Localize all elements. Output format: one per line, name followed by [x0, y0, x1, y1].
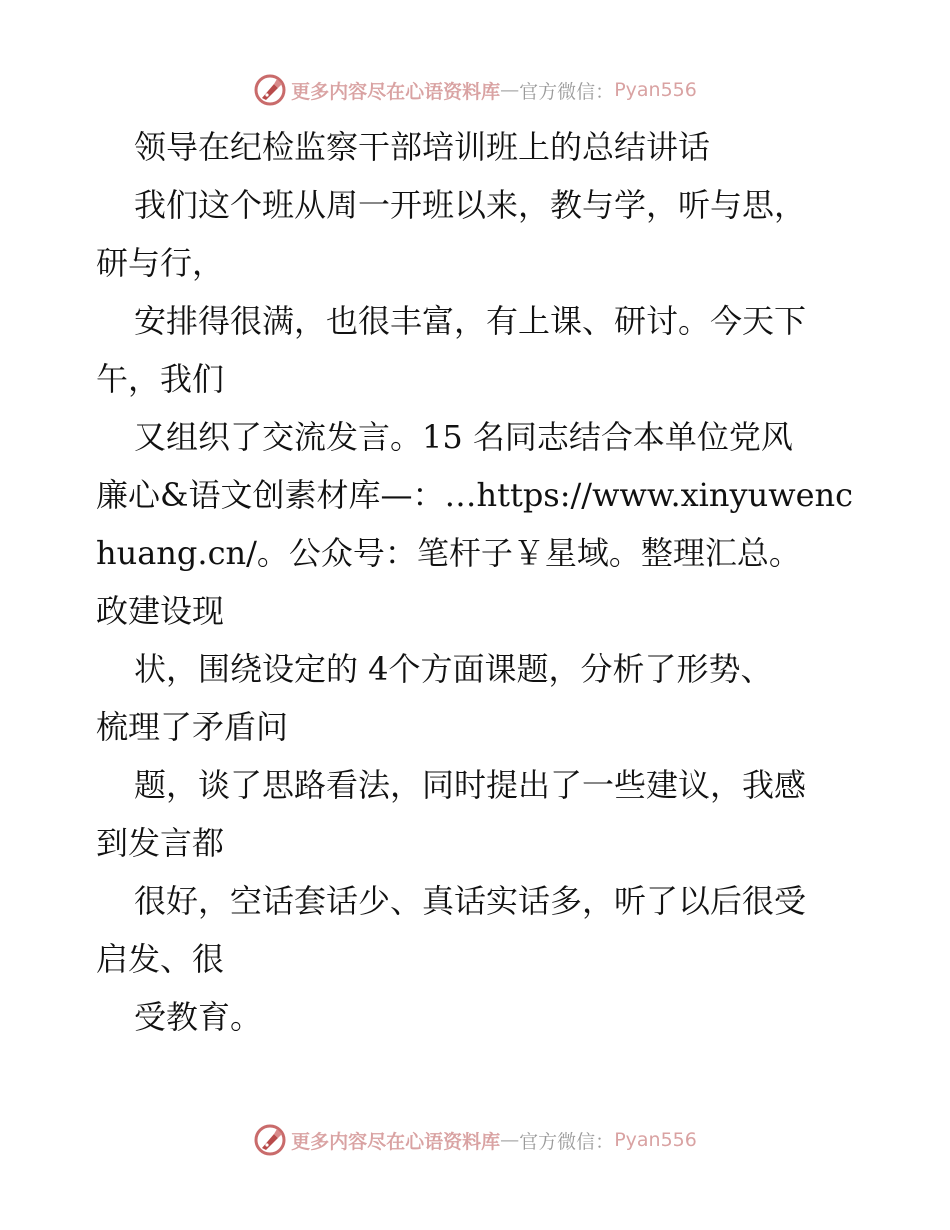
- paragraph-line: 很好，空话套话少、真话实话多，听了以后很受: [134, 882, 807, 920]
- wechat-id: Pyan556: [614, 79, 697, 101]
- wechat-label: 官方微信：: [519, 1130, 615, 1153]
- document-title: 领导在纪检监察干部培训班上的总结讲话: [134, 128, 711, 166]
- header-watermark-banner: [0, 70, 950, 110]
- paragraph-line: huang.cn/。公众号：笔杆子￥星域。整理汇总。: [96, 534, 801, 572]
- pen-nib-logo-icon: [253, 1123, 287, 1157]
- paragraph-line: 启发、很: [96, 940, 225, 978]
- paragraph-line: 研与行，: [96, 244, 225, 282]
- paragraph-line: 梳理了矛盾问: [96, 708, 289, 746]
- footer-watermark-banner: [0, 1120, 950, 1160]
- paragraph-line: 政建设现: [96, 592, 225, 630]
- banner-separator: —: [500, 79, 520, 101]
- pen-nib-logo-icon: [253, 73, 287, 107]
- paragraph-line: 受教育。: [134, 998, 263, 1036]
- site-name-text: 更多内容尽在心语资料库: [291, 1130, 501, 1153]
- document-body: [96, 118, 856, 1046]
- paragraph-line: 又组织了交流发言。15 名同志结合本单位党风: [134, 418, 793, 456]
- paragraph-line: 状，围绕设定的 4个方面课题，分析了形势、: [134, 650, 773, 688]
- wechat-id: Pyan556: [614, 1129, 697, 1151]
- paragraph-line: 午，我们: [96, 360, 225, 398]
- banner-separator: —: [500, 1129, 520, 1151]
- wechat-label: 官方微信：: [519, 80, 615, 103]
- paragraph-line: 廉心&语文创素材库—：…https://www.xinyuwenc: [96, 476, 854, 514]
- paragraph-line: 题，谈了思路看法，同时提出了一些建议，我感: [134, 766, 807, 804]
- paragraph-line: 我们这个班从周一开班以来，教与学，听与思，: [134, 186, 807, 224]
- site-name-text: 更多内容尽在心语资料库: [291, 80, 501, 103]
- paragraph-line: 到发言都: [96, 824, 225, 862]
- paragraph-line: 安排得很满，也很丰富，有上课、研讨。今天下: [134, 302, 807, 340]
